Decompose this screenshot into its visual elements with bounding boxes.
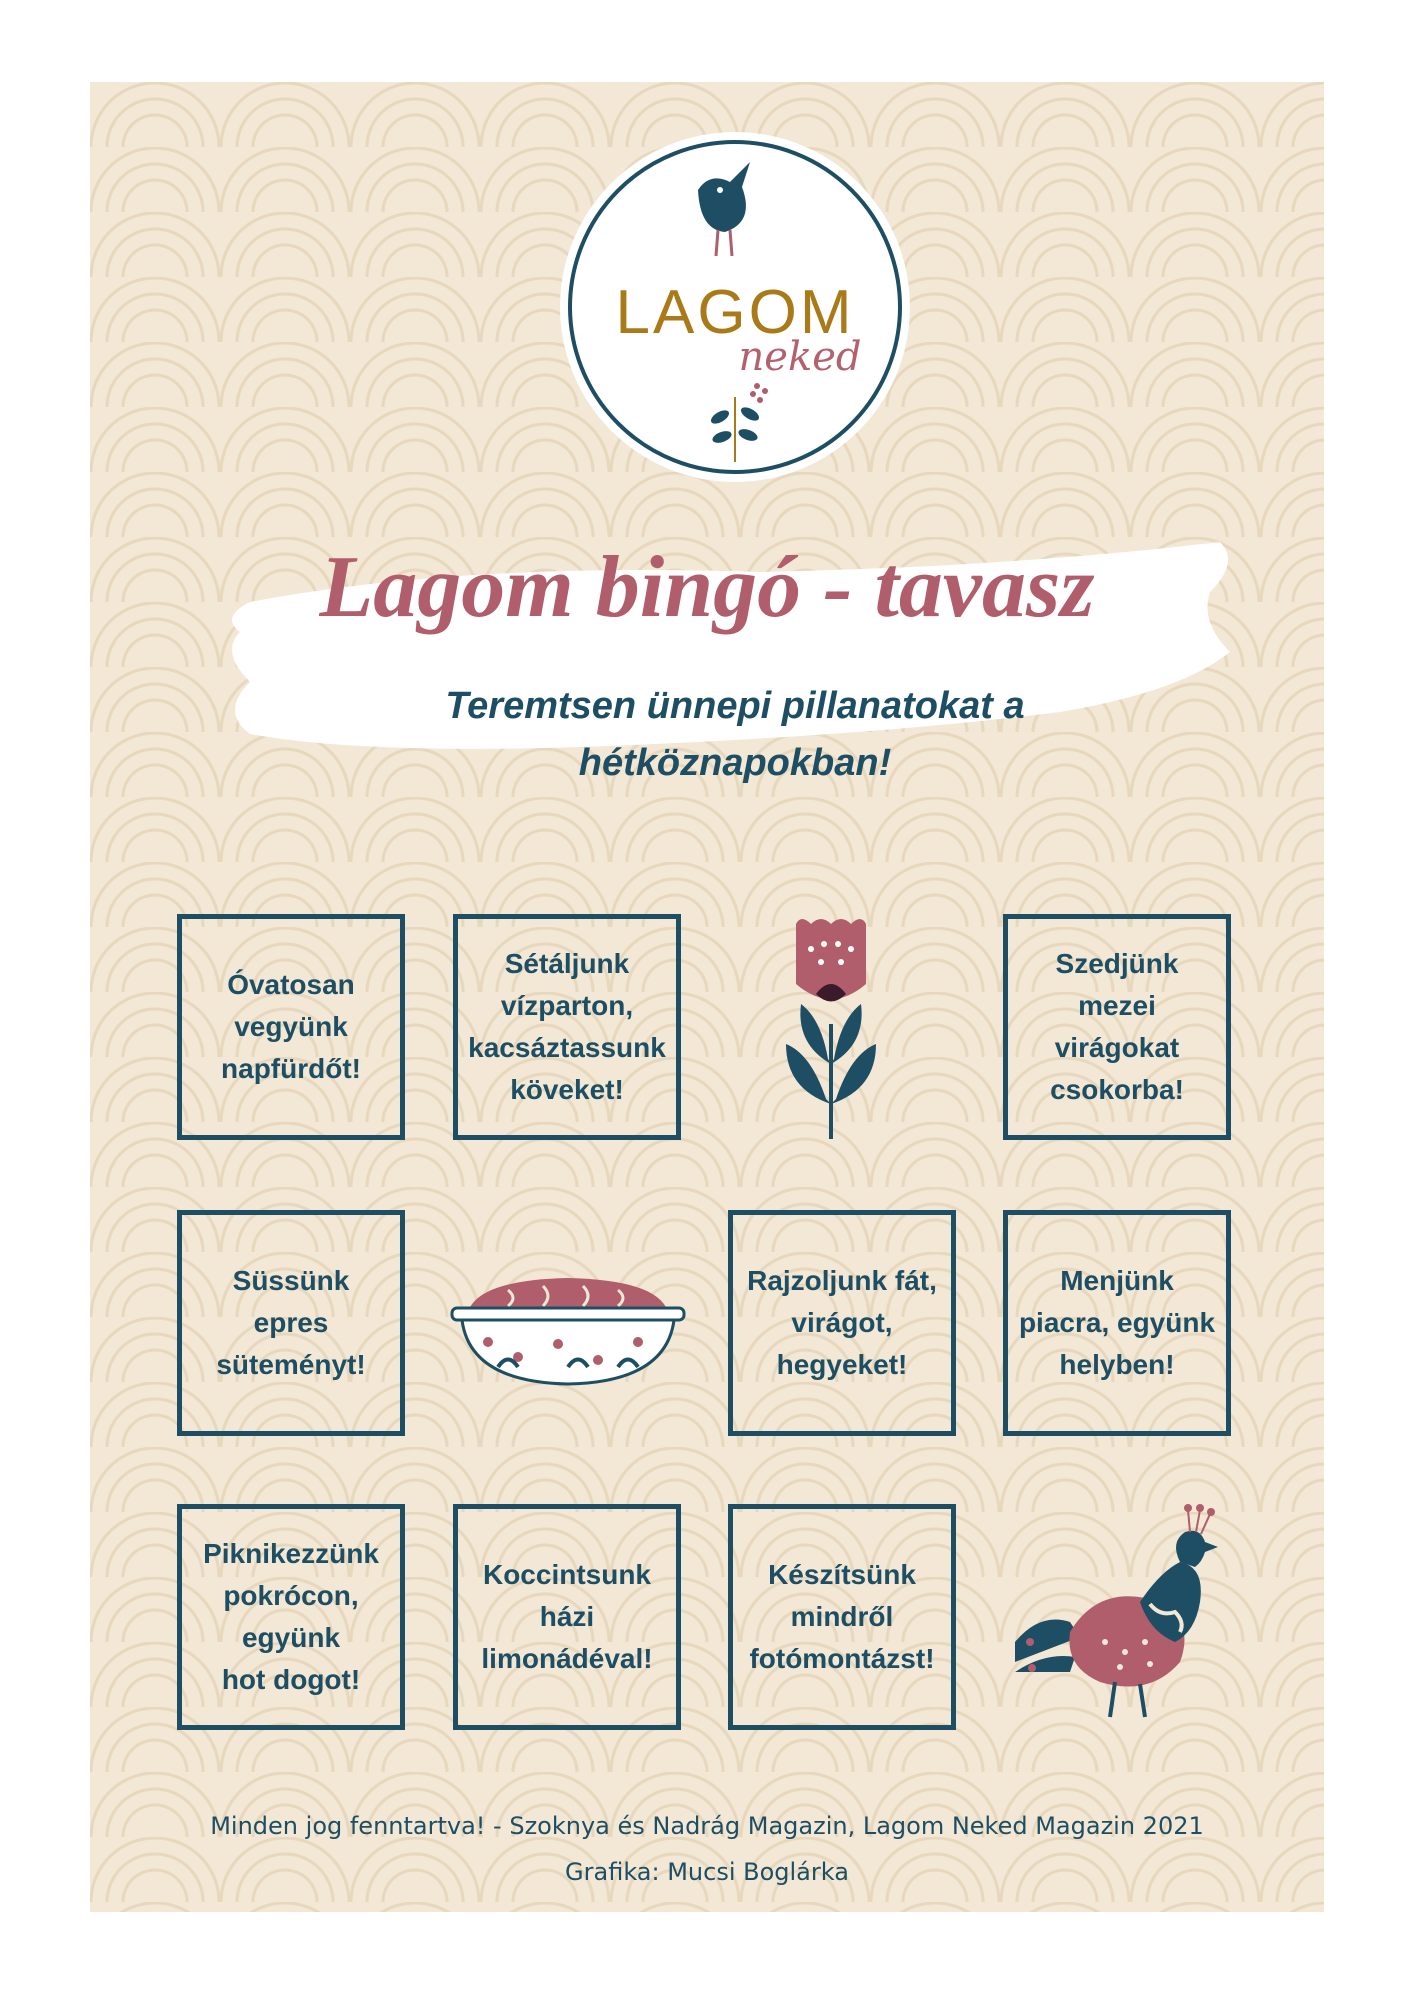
bingo-cell-text: Szedjünk mezei virágokat csokorba! xyxy=(1050,948,1184,1105)
logo-subtitle: neked xyxy=(738,334,862,380)
bingo-cell-text: Koccintsunk házi limonádéval! xyxy=(481,1559,653,1674)
bingo-cell-sunbathe xyxy=(177,914,405,1140)
lagom-logo xyxy=(560,132,910,482)
bingo-cell-text: Sétáljunk vízparton, kacsáztassunk köveket! xyxy=(468,948,666,1105)
page-title: Lagom bingó - tavasz xyxy=(319,539,1095,636)
tulip-icon xyxy=(766,904,896,1144)
bingo-cell-text: Piknikezzünk pokrócon, együnk hot dogot! xyxy=(203,1538,379,1695)
bingo-cell-photomontage xyxy=(728,1504,956,1730)
pie-icon xyxy=(448,1272,688,1392)
page-subtitle: Teremtsen ünnepi pillanatokat a hétköznapokban! xyxy=(445,685,1025,784)
bingo-cell-bake xyxy=(177,1210,405,1436)
bingo-cell-lemonade xyxy=(453,1504,681,1730)
bingo-card xyxy=(90,82,1324,1912)
logo-word: LAGOM xyxy=(615,278,855,347)
footer-copyright: Minden jog fenntartva! - Szoknya és Nadrág Magazin, Lagom Neked Magazin 2021 xyxy=(210,1812,1204,1840)
bingo-cell-waterside xyxy=(453,914,681,1140)
footer-credit: Grafika: Mucsi Boglárka xyxy=(565,1858,849,1886)
peacock-icon xyxy=(1010,1492,1240,1732)
bingo-cell-text: Óvatosan vegyünk napfürdőt! xyxy=(221,969,361,1084)
bingo-cell-text: Rajzoljunk fát, virágot, hegyeket! xyxy=(747,1265,937,1380)
bingo-cell-flowers xyxy=(1003,914,1231,1140)
bingo-cell-text: Készítsünk mindről fotómontázst! xyxy=(749,1559,935,1674)
bingo-cell-text: Süssünk epres süteményt! xyxy=(216,1265,366,1380)
bingo-cell-market xyxy=(1003,1210,1231,1436)
bingo-cell-draw xyxy=(728,1210,956,1436)
bingo-cell-text: Menjünk piacra, együnk helyben! xyxy=(1018,1265,1216,1380)
bingo-cell-picnic xyxy=(177,1504,405,1730)
